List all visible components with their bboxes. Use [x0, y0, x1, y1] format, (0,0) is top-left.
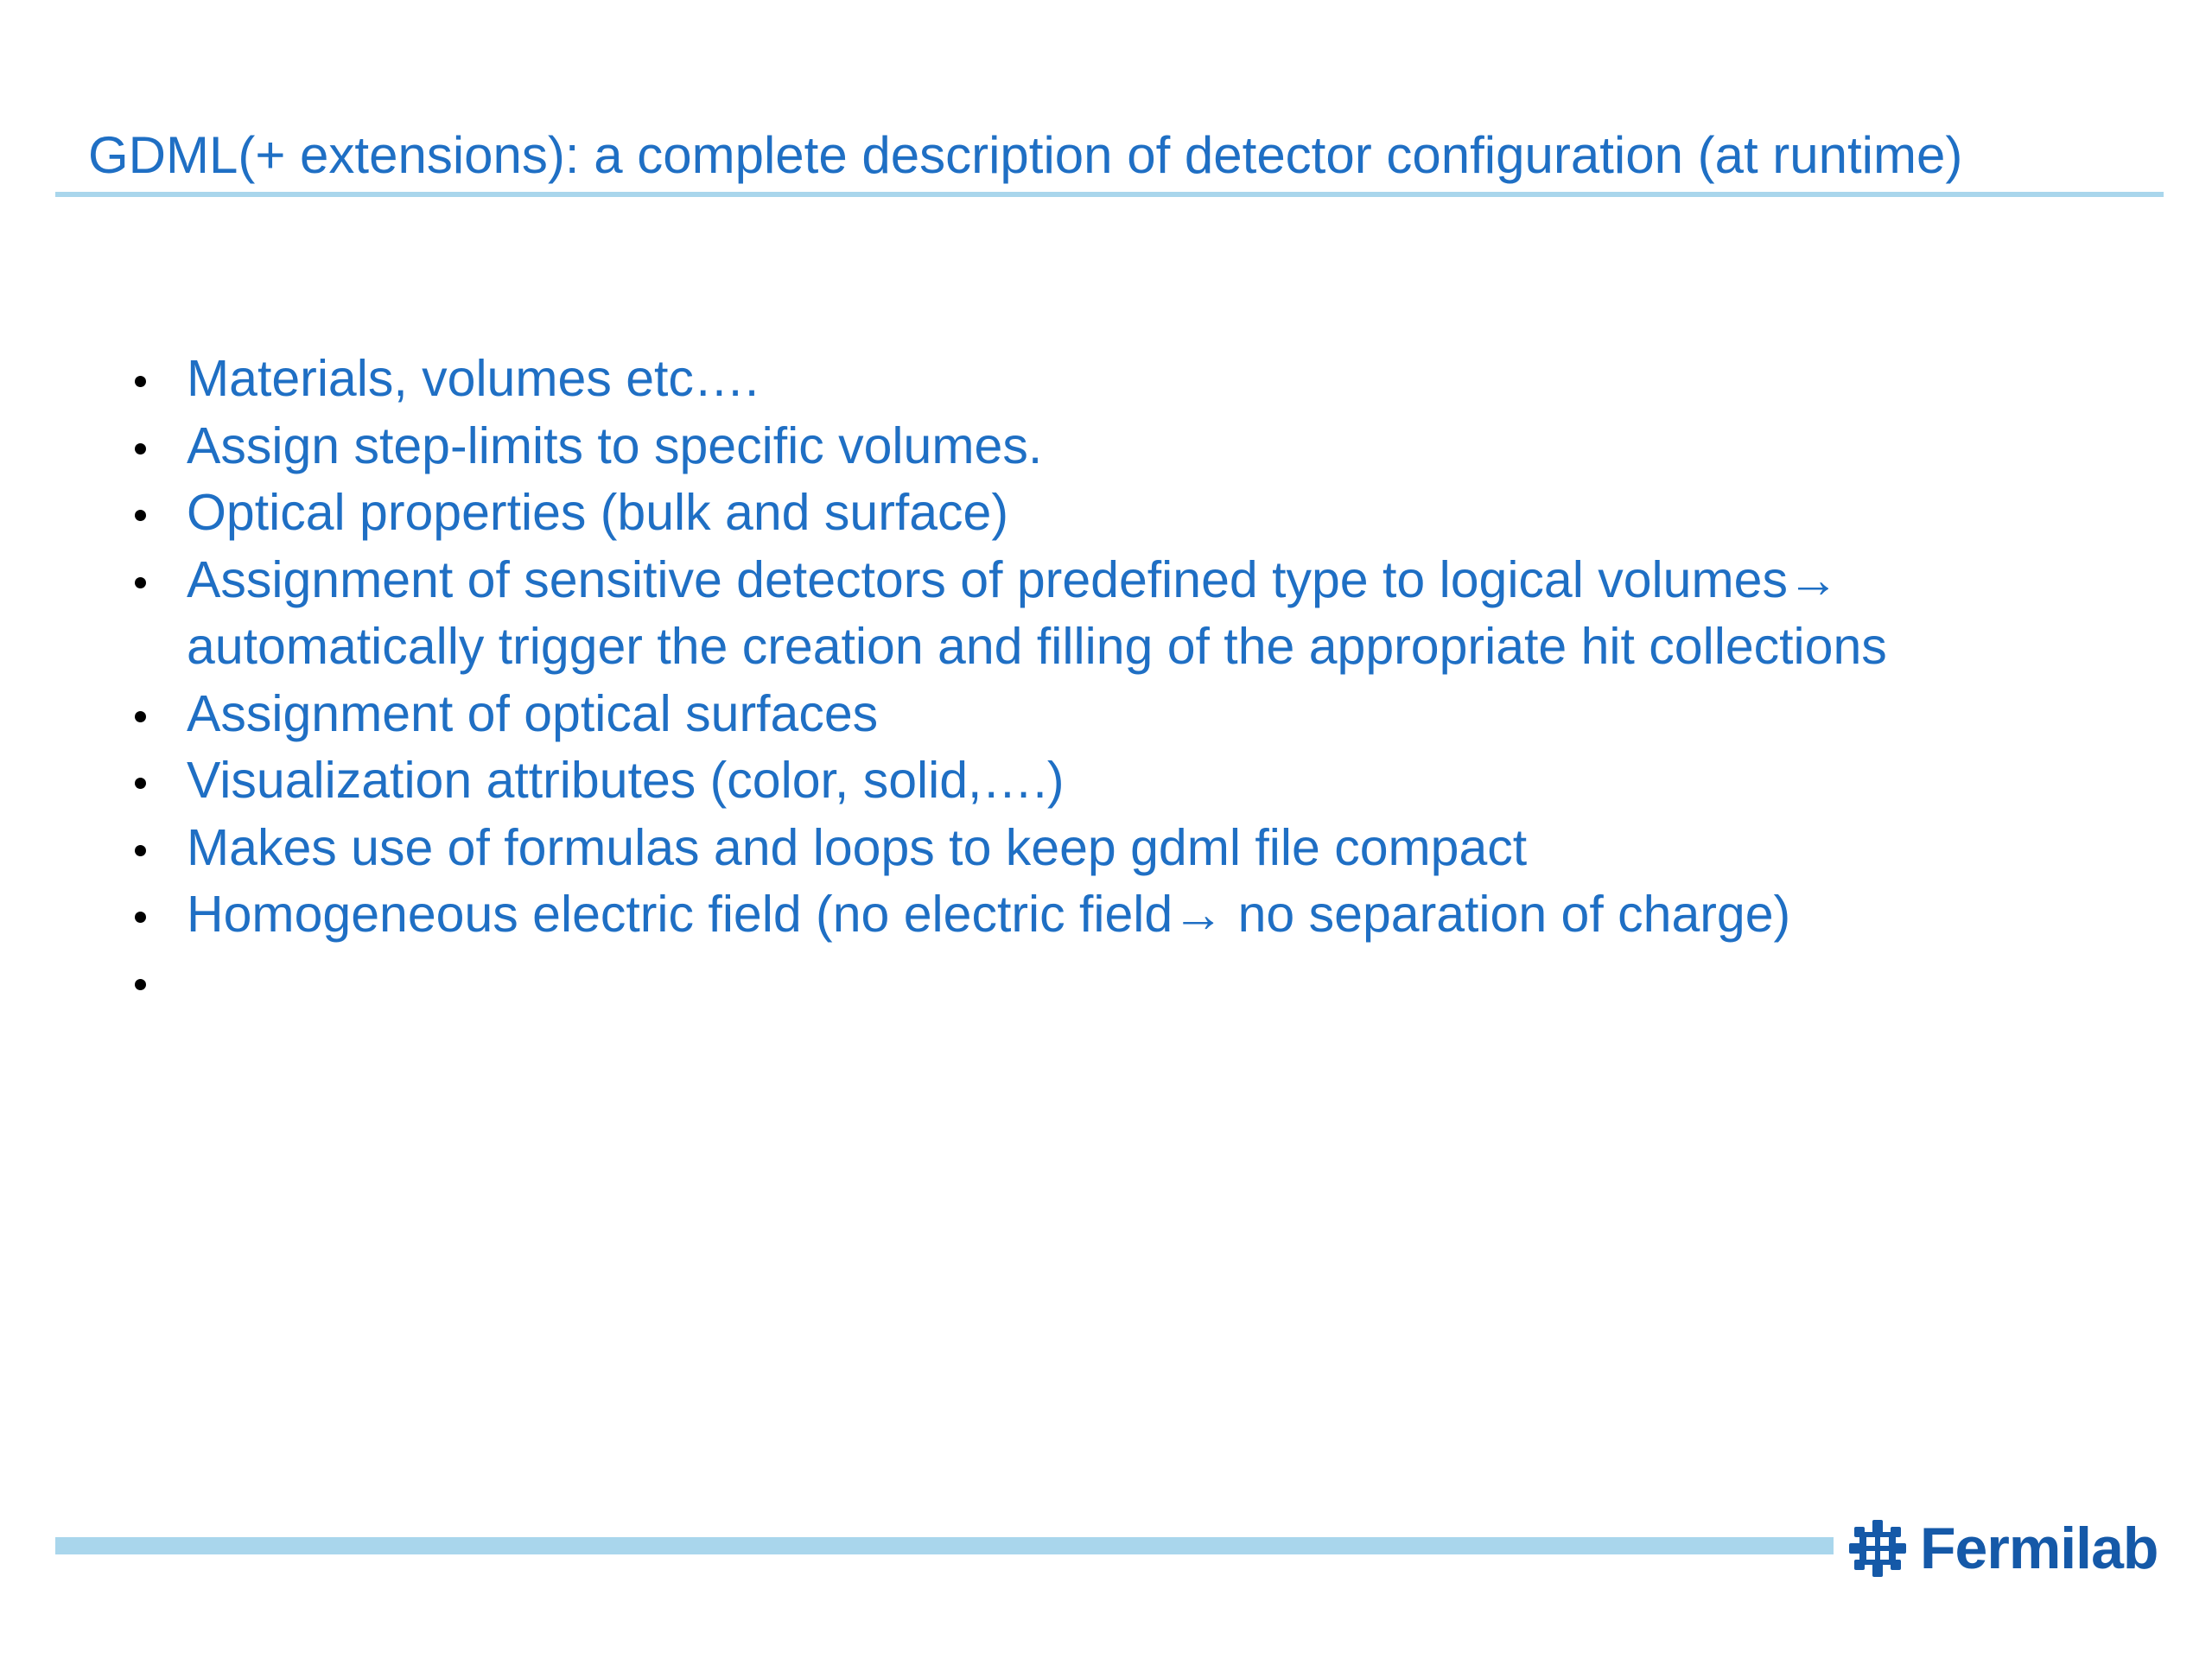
list-item: [131, 881, 2145, 949]
list-item: [131, 949, 2145, 1016]
fermilab-mark-icon: [1847, 1518, 1908, 1579]
slide-title: GDML(+ extensions): a complete description of detector configuration (at runtime): [88, 126, 1963, 184]
list-item: [131, 681, 2145, 748]
bullet-dot-icon: [135, 912, 146, 923]
bullet-text: Visualization attributes (color, solid,….): [187, 752, 1065, 809]
bullet-dot-icon: [135, 443, 146, 454]
list-item: [131, 413, 2145, 480]
fermilab-logo-text: Fermilab: [1920, 1516, 2158, 1581]
list-item: [131, 346, 2145, 413]
list-item: [131, 480, 2145, 547]
title-divider: [55, 192, 2164, 197]
bullet-text: Homogeneous electric field (no electric field→ no separation of charge): [187, 886, 1791, 943]
bullet-dot-icon: [135, 577, 146, 588]
bullet-text: Assign step-limits to specific volumes.: [187, 416, 1043, 474]
bullet-text: Materials, volumes etc….: [187, 350, 760, 407]
bullet-text: Assignment of optical surfaces: [187, 684, 879, 742]
list-item: [131, 547, 2145, 681]
bullet-dot-icon: [135, 979, 146, 990]
bullet-text: Optical properties (bulk and surface): [187, 484, 1009, 541]
bullet-dot-icon: [135, 845, 146, 856]
bullet-text: Makes use of formulas and loops to keep gdml file compact: [187, 818, 1528, 876]
list-item: [131, 815, 2145, 882]
list-item: [131, 747, 2145, 815]
bullet-text: Assignment of sensitive detectors of predefined type to logical volumes→ automatically trigger the creation and filling of the appropriate hit collections: [187, 550, 1887, 675]
bullet-list: [131, 346, 2145, 1015]
bullet-dot-icon: [135, 510, 146, 521]
bullet-dot-icon: [135, 778, 146, 789]
footer-bar: [55, 1537, 1834, 1554]
bullet-dot-icon: [135, 711, 146, 722]
fermilab-logo: [1847, 1514, 2158, 1583]
bullet-dot-icon: [135, 376, 146, 387]
